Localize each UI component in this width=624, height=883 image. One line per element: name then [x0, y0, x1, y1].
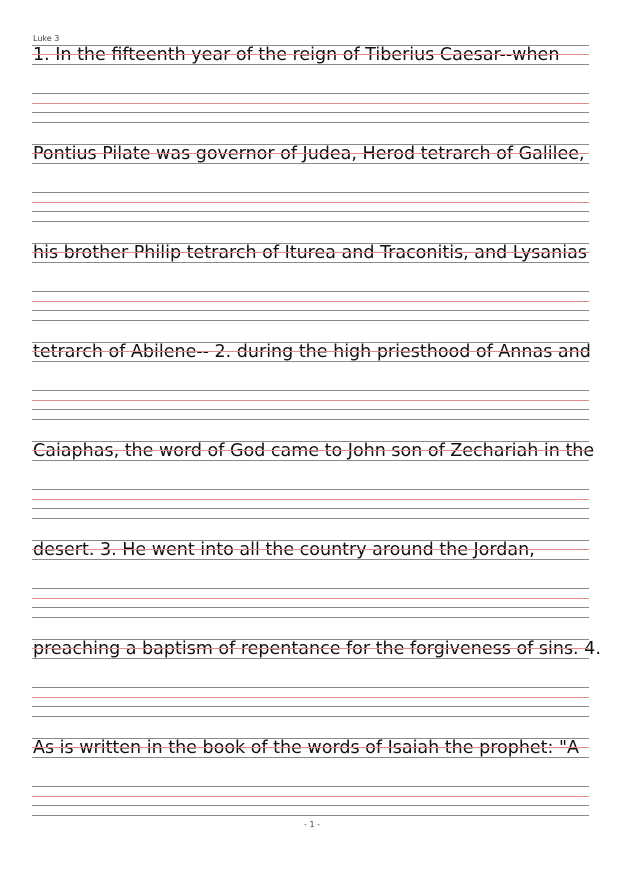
top-rule	[32, 144, 589, 145]
base-rule	[32, 658, 589, 659]
practice-red-rule	[32, 697, 589, 698]
practice-rule	[32, 687, 589, 688]
practice-rule	[32, 815, 589, 816]
practice-rule	[32, 508, 589, 509]
practice-red-rule	[32, 400, 589, 401]
practice-rule	[32, 489, 589, 490]
practice-red-rule	[32, 103, 589, 104]
handwriting-block-4	[32, 342, 589, 422]
practice-rule	[32, 112, 589, 113]
mid-red-rule	[32, 153, 589, 154]
handwriting-block-5	[32, 441, 595, 521]
handwriting-block-1	[32, 45, 589, 125]
mid-red-rule	[32, 648, 589, 649]
practice-rule	[32, 122, 589, 123]
practice-rule	[32, 409, 589, 410]
trace-line-text: As is written in the book of the words of Isaiah the prophet: "A	[33, 738, 580, 758]
handwriting-block-3	[32, 243, 589, 323]
practice-rule	[32, 221, 589, 222]
top-rule	[32, 441, 589, 442]
practice-red-rule	[32, 598, 589, 599]
trace-line-text: tetrarch of Abilene-- 2. during the high priesthood of Annas and	[33, 342, 591, 362]
page-number: - 1 -	[304, 820, 320, 829]
trace-line-text: desert. 3. He went into all the country around the Jordan,	[33, 540, 535, 560]
practice-red-rule	[32, 301, 589, 302]
practice-rule	[32, 786, 589, 787]
top-rule	[32, 639, 589, 640]
practice-rule	[32, 320, 589, 321]
top-rule	[32, 738, 589, 739]
top-rule	[32, 45, 589, 46]
practice-rule	[32, 192, 589, 193]
practice-rule	[32, 617, 589, 618]
practice-rule	[32, 291, 589, 292]
practice-rule	[32, 706, 589, 707]
handwriting-block-8	[32, 738, 589, 818]
trace-line-text: preaching a baptism of repentance for the forgiveness of sins. 4.	[33, 639, 601, 659]
practice-rule	[32, 607, 589, 608]
base-rule	[32, 361, 589, 362]
base-rule	[32, 163, 589, 164]
practice-rule	[32, 211, 589, 212]
base-rule	[32, 262, 589, 263]
practice-rule	[32, 310, 589, 311]
mid-red-rule	[32, 747, 589, 748]
handwriting-block-6	[32, 540, 589, 620]
handwriting-block-2	[32, 144, 589, 224]
base-rule	[32, 757, 589, 758]
top-rule	[32, 342, 589, 343]
top-rule	[32, 540, 589, 541]
practice-rule	[32, 518, 589, 519]
trace-line-text: his brother Philip tetrarch of Iturea and Traconitis, and Lysanias	[33, 243, 587, 263]
mid-red-rule	[32, 252, 589, 253]
mid-red-rule	[32, 351, 589, 352]
trace-line-text: Pontius Pilate was governor of Judea, Herod tetrarch of Galilee,	[33, 144, 585, 164]
trace-line-text: Caiaphas, the word of God came to John son of Zechariah in the	[33, 441, 595, 461]
trace-line-text: 1. In the fifteenth year of the reign of Tiberius Caesar--when	[33, 45, 560, 65]
practice-rule	[32, 419, 589, 420]
mid-red-rule	[32, 549, 589, 550]
practice-red-rule	[32, 796, 589, 797]
practice-rule	[32, 390, 589, 391]
page-header: Luke 3	[33, 34, 60, 43]
practice-red-rule	[32, 499, 589, 500]
practice-red-rule	[32, 202, 589, 203]
practice-rule	[32, 93, 589, 94]
handwriting-block-7	[32, 639, 601, 719]
top-rule	[32, 243, 589, 244]
practice-rule	[32, 716, 589, 717]
mid-red-rule	[32, 54, 589, 55]
practice-rule	[32, 805, 589, 806]
base-rule	[32, 460, 589, 461]
base-rule	[32, 64, 589, 65]
practice-rule	[32, 588, 589, 589]
base-rule	[32, 559, 589, 560]
mid-red-rule	[32, 450, 589, 451]
